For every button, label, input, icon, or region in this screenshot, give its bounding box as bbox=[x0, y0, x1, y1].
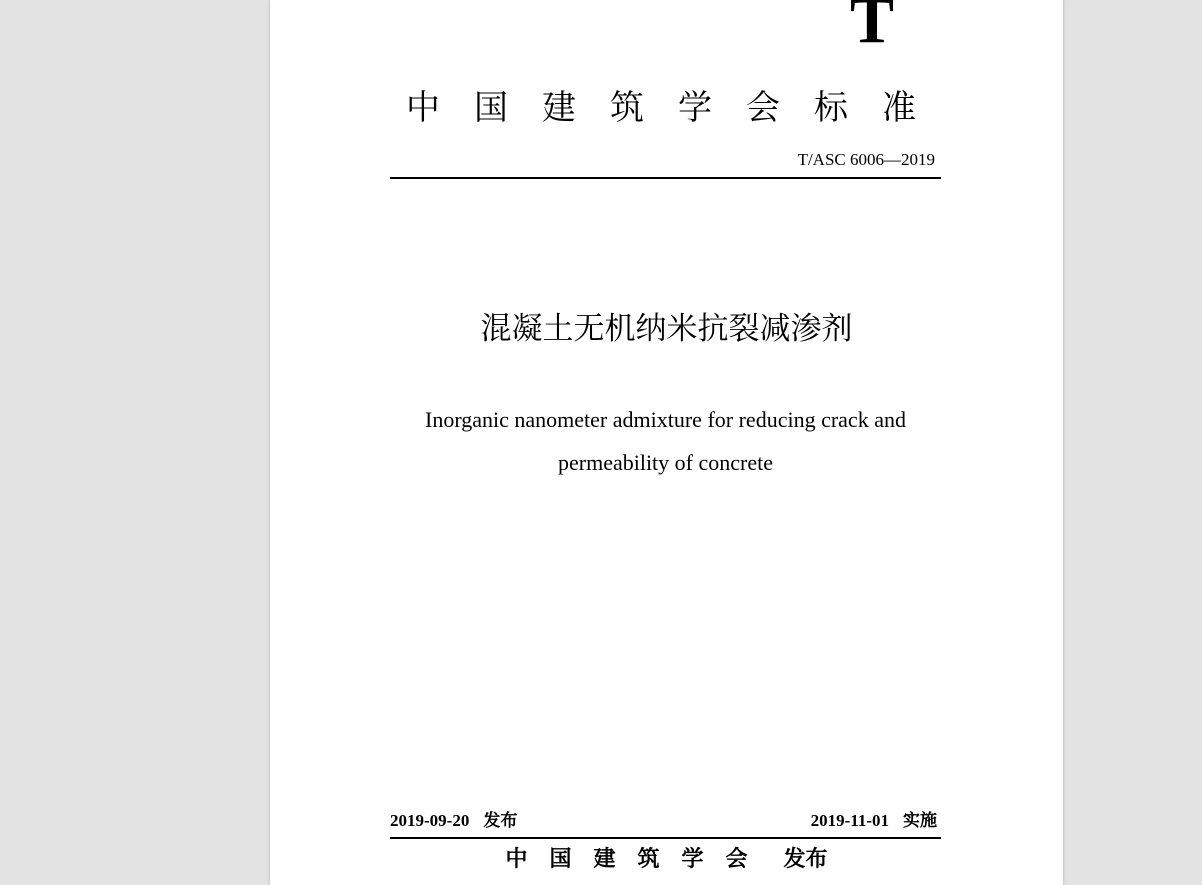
english-title: Inorganic nanometer admixture for reducing crack and permeability of concrete bbox=[425, 407, 906, 475]
publisher-organization: 中国建筑学会 bbox=[505, 847, 770, 872]
standard-code: T/ASC 6006—2019 bbox=[797, 150, 935, 169]
top-divider bbox=[390, 177, 941, 179]
implement-label: 实施 bbox=[903, 811, 937, 831]
bottom-divider bbox=[390, 837, 941, 839]
publisher-line bbox=[270, 845, 1063, 875]
issue-date: 2019-09-20 bbox=[390, 811, 470, 830]
category-letter: T bbox=[850, 0, 895, 57]
issue-label: 发布 bbox=[483, 811, 518, 831]
implement-date: 2019-11-01 bbox=[810, 811, 889, 830]
issue-date-line bbox=[390, 806, 517, 831]
organization-title: 中国建筑学会标准 bbox=[406, 88, 950, 128]
document-page bbox=[270, 0, 1063, 885]
chinese-title: 混凝土无机纳米抗裂减渗剂 bbox=[480, 311, 853, 347]
publisher-action: 发布 bbox=[783, 847, 828, 872]
implement-date-line bbox=[811, 806, 937, 831]
